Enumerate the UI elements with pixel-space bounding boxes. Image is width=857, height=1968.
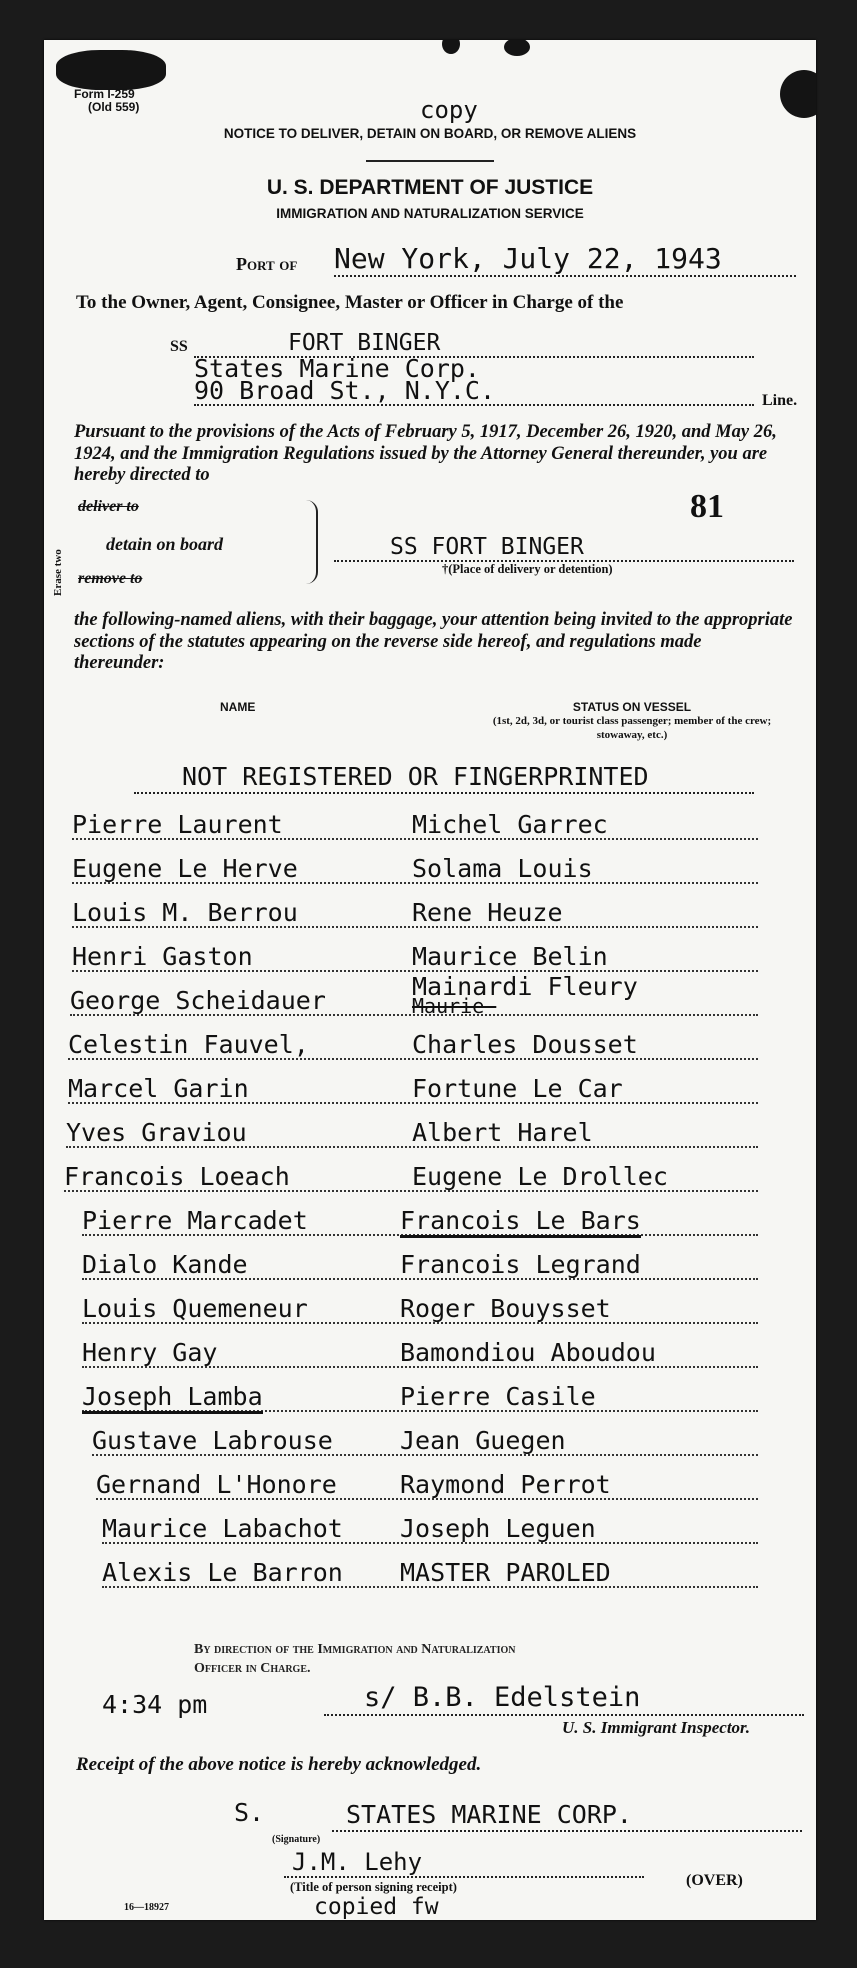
alien-name-left: Marcel Garin <box>68 1074 249 1103</box>
alien-name-left: Henri Gaston <box>72 942 253 971</box>
department-title: U. S. DEPARTMENT OF JUSTICE <box>266 176 594 199</box>
direction-line-1: By direction of the Immigration and Naturalization <box>194 1642 516 1657</box>
alien-name-right: Fortune Le Car <box>412 1074 623 1103</box>
form-number-text: Form I-259 <box>74 87 135 101</box>
alien-name-left: Louis M. Berrou <box>72 898 298 927</box>
signer-initial: S. <box>234 1798 265 1827</box>
alien-name-right: Bamondiou Aboudou <box>400 1338 656 1367</box>
alien-name-right: Maurice Belin <box>412 942 608 971</box>
time-stamp: 4:34 pm <box>102 1690 208 1719</box>
alien-name-left: Maurice Labachot <box>102 1514 343 1543</box>
pursuant-paragraph: Pursuant to the provisions of the Acts of February 5, 1917, December 26, 1920, and May 26, 1924, and the Immigration Regulations issued by the Attorney General thereunder, you are hereby directed to <box>74 422 777 485</box>
following-paragraph: the following-named aliens, with their baggage, your attention being invited to the appropriate sections of the statutes appearing on the reverse side hereof, and regulations made thereunder: <box>74 610 793 673</box>
port-label: Port of <box>236 254 298 274</box>
alien-name-left: Louis Quemeneur <box>82 1294 308 1323</box>
signer-company: STATES MARINE CORP. <box>332 1800 802 1832</box>
print-code: 16—18927 <box>124 1902 169 1913</box>
title-caption: (Title of person signing receipt) <box>290 1880 457 1894</box>
option-deliver: deliver to <box>78 498 139 515</box>
notice-title: NOTICE TO DELIVER, DETAIN ON BOARD, OR REMOVE ALIENS <box>223 126 637 141</box>
old-form-number: (Old 559) <box>88 100 140 114</box>
inspector-signature: s/ B.B. Edelstein <box>324 1682 804 1716</box>
agent-line-1: States Marine Corp. <box>194 354 480 383</box>
title-divider <box>366 160 494 162</box>
alien-name-right: Eugene Le Drollec <box>412 1162 668 1191</box>
addressee-line: To the Owner, Agent, Consignee, Master or Officer in Charge of the <box>76 292 624 313</box>
alien-name-left: Celestin Fauvel, <box>68 1030 309 1059</box>
notice-number: 81 <box>690 488 724 525</box>
alien-name-right: Raymond Perrot <box>400 1470 611 1499</box>
alien-name-right: Michel Garrec <box>412 810 608 839</box>
immigration-notice-sheet <box>44 40 816 1920</box>
alien-name-right: Albert Harel <box>412 1118 593 1147</box>
column-header-name: NAME <box>220 700 256 714</box>
alien-name-left: Dialo Kande <box>82 1250 248 1279</box>
options-brace <box>306 500 318 584</box>
agent-line-2: 90 Broad St., N.Y.C. <box>194 376 754 406</box>
port-date-value: New York, July 22, 1943 <box>334 242 796 277</box>
status-header-note: (1st, 2d, 3d, or tourist class passenger; member of the crew; stowaway, etc.) <box>492 715 772 741</box>
ink-speck <box>442 40 460 54</box>
option-detain: detain on board <box>106 534 224 554</box>
alien-name-right: Charles Dousset <box>412 1030 638 1059</box>
vessel-name: FORT BINGER <box>194 330 754 358</box>
column-header-status <box>482 700 782 742</box>
alien-name-right-extra: Maurie- <box>412 994 497 1018</box>
copy-mark: copy <box>420 96 478 124</box>
form-number <box>74 88 139 114</box>
alien-name-right: Roger Bouysset <box>400 1294 611 1323</box>
direction-line-2: Officer in Charge. <box>194 1661 311 1676</box>
alien-name-right: Pierre Casile <box>400 1382 596 1411</box>
alien-name-left: Gustave Labrouse <box>92 1426 333 1455</box>
alien-name-left: Yves Graviou <box>66 1118 247 1147</box>
alien-name-left: Gernand L'Honore <box>96 1470 337 1499</box>
alien-name-left: Eugene Le Herve <box>72 854 298 883</box>
alien-name-left: Henry Gay <box>82 1338 218 1367</box>
over-label: (OVER) <box>686 1872 743 1889</box>
alien-name-left: Pierre Marcadet <box>82 1206 308 1235</box>
alien-name-right: MASTER PAROLED <box>400 1558 611 1587</box>
place-of-detention: SS FORT BINGER <box>334 534 794 562</box>
alien-name-left: Alexis Le Barron <box>102 1558 343 1587</box>
alien-name-right: Joseph Leguen <box>400 1514 596 1543</box>
service-title: IMMIGRATION AND NATURALIZATION SERVICE <box>276 206 584 221</box>
ink-speck <box>504 40 530 56</box>
alien-name-right: Solama Louis <box>412 854 593 883</box>
ink-smudge <box>56 50 166 90</box>
option-remove: remove to <box>78 570 143 587</box>
alien-name-right: Rene Heuze <box>412 898 563 927</box>
alien-name-right: Mainardi Fleury <box>412 972 638 1001</box>
signer-name: J.M. Lehy <box>284 1848 644 1878</box>
alien-name-right: Jean Guegen <box>400 1426 566 1455</box>
alien-name-left: George Scheidauer <box>70 986 326 1015</box>
alien-name-left: Pierre Laurent <box>72 810 283 839</box>
receipt-acknowledgement: Receipt of the above notice is hereby acknowledged. <box>76 1754 482 1775</box>
alien-name-right: Francois Le Bars <box>400 1206 641 1238</box>
direction-note <box>194 1640 814 1678</box>
alien-name-left: Joseph Lamba <box>82 1382 263 1414</box>
alien-name-left: Francois Loeach <box>64 1162 290 1191</box>
alien-name-right: Francois Legrand <box>400 1250 641 1279</box>
vessel-prefix: SS <box>170 338 188 355</box>
punch-hole-mark <box>780 70 816 118</box>
signature-caption: (Signature) <box>272 1834 321 1845</box>
status-line: NOT REGISTERED OR FINGERPRINTED <box>134 762 754 794</box>
inspector-title: U. S. Immigrant Inspector. <box>562 1718 750 1737</box>
copied-note: copied fw <box>314 1894 439 1920</box>
status-header-text: STATUS ON VESSEL <box>572 700 692 714</box>
erase-note: Erase two <box>52 549 64 596</box>
line-label: Line. <box>762 392 798 409</box>
place-caption: †(Place of delivery or detention) <box>442 562 613 576</box>
